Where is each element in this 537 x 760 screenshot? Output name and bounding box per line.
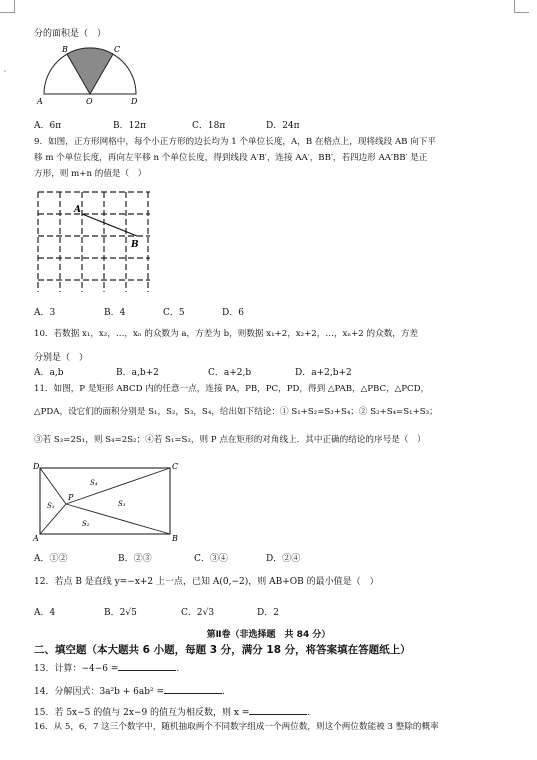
q11-line1: 11．如图，P 是矩形 ABCD 内的任意一点，连接 PA，PB，PC，PD，得到 △PAB，△PBC，△PCD，: [34, 384, 430, 394]
q15: 15．若 5x−5 的值与 2x−9 的值互为相反数，则 x = .: [34, 705, 310, 718]
q8-label-a: A: [37, 97, 43, 106]
q14: 14．分解因式：3a²b + 6ab² = .: [34, 684, 225, 697]
q8-option-d: D．24π: [266, 121, 300, 131]
q8-tail: 分的面积是（ ）: [34, 29, 107, 39]
q8-label-d: D: [131, 97, 138, 106]
q11-label-p: P: [68, 493, 74, 502]
q8-option-c: C．18π: [192, 121, 226, 131]
q10-option-c: C．a+2,b: [208, 368, 252, 378]
q16: 16．从 5，6，7 这三个数字中，随机抽取两个不同数字组成一个两位数，则这个两位数能被 3 整除的概率: [34, 722, 439, 732]
q11-option-d: D．②④: [266, 554, 301, 564]
q11-label-s4: S₄: [90, 479, 98, 487]
q9-option-c: C．5: [163, 308, 185, 318]
q10-option-a: A．a,b: [34, 368, 64, 378]
q11-label-s3: S₃: [118, 500, 126, 508]
q14-answer-blank: [164, 684, 222, 694]
q8-label-b: B: [62, 45, 68, 54]
q9-grid-figure: [34, 188, 154, 298]
q10-option-b: B．a,b+2: [116, 368, 159, 378]
q10-option-d: D．a+2,b+2: [295, 368, 352, 378]
q11-label-b: B: [172, 534, 178, 542]
q12-option-d: D．2: [257, 608, 279, 618]
q11-rectangle-figure: [30, 460, 180, 542]
q9-line2: 移 m 个单位长度，再向左平移 n 个单位长度，得到线段 A′B′，连接 AA′，BB′，若四边形 AA′BB′ 是正: [34, 153, 428, 163]
part2-heading: 二、填空题（本大题共 6 小题，每题 3 分，满分 18 分，将答案填在答题纸上）: [34, 644, 411, 656]
q12-option-a: A．4: [34, 608, 56, 618]
q14-text: 14．分解因式：3a²b + 6ab² =: [34, 687, 165, 697]
part2-title: 第Ⅱ卷（非选择题 共 84 分）: [206, 630, 331, 640]
q12-line1: 12．若点 B 是直线 y=−x+2 上一点，已知 A(0,−2)，则 AB+OB 的最小值是（ ）: [34, 577, 379, 587]
q11-line2: △PDA，设它们的面积分别是 S₁，S₂，S₃，S₄，给出如下结论：① S₁+S₂=S₃+S₄；② S₂+S₄=S₁+S₃；: [34, 407, 438, 417]
q9-option-a: A．3: [34, 308, 56, 318]
q9-option-b: B．4: [104, 308, 126, 318]
q11-option-a: A．①②: [34, 554, 68, 564]
q9-label-a: A: [74, 205, 81, 215]
q11-option-b: B．②③: [118, 554, 152, 564]
q9-line1: 9．如图，正方形网格中，每个小正方形的边长均为 1 个单位长度，A，B 在格点上，现将线段 AB 向下平: [34, 137, 436, 147]
q8-shaded-sector: [67, 48, 113, 94]
q9-option-d: D．6: [222, 308, 244, 318]
q11-option-c: C．③④: [194, 554, 228, 564]
q9-segment-ab: [82, 214, 137, 236]
q15-answer-blank: [249, 705, 307, 715]
q15-text: 15．若 5x−5 的值与 2x−9 的值互为相反数，则 x =: [34, 708, 250, 718]
q11-label-s1: S₁: [47, 502, 55, 510]
q11-label-a: A: [33, 534, 39, 542]
q11-line3: ③若 S₃=2S₁，则 S₄=2S₂；④若 S₁=S₂，则 P 点在矩形的对角线上．其中正确的结论的序号是（ ）: [34, 435, 426, 445]
q12-option-c: C．2√3: [181, 608, 215, 618]
q9-line3: 方形，则 m+n 的值是（ ）: [34, 169, 147, 179]
q13-text: 13．计算：−4−6 =: [34, 664, 119, 674]
q8-label-c: C: [114, 45, 121, 54]
q10-line2: 分别是（ ）: [34, 353, 89, 363]
crop-mark-top-left: [0, 0, 15, 13]
q8-option-b: B．12π: [113, 121, 146, 131]
q11-label-c: C: [172, 462, 179, 471]
q8-figure: [34, 42, 146, 108]
q13: 13．计算：−4−6 = .: [34, 661, 179, 674]
q8-option-a: A．6π: [34, 121, 62, 131]
q11-label-s2: S₂: [82, 520, 90, 528]
q11-label-d: D: [33, 462, 40, 471]
q8-label-o: O: [86, 97, 93, 106]
q9-label-b: B: [131, 240, 139, 250]
q13-answer-blank: [118, 661, 176, 671]
q12-option-b: B．2√5: [104, 608, 137, 618]
margin-marker: ˅: [3, 70, 7, 78]
q10-line1: 10．若数据 x₁，x₂，…，xₙ 的众数为 a，方差为 b，则数据 x₁+2，x₂+2，…，xₙ+2 的众数，方差: [34, 329, 419, 339]
crop-mark-top-right: [514, 0, 529, 13]
